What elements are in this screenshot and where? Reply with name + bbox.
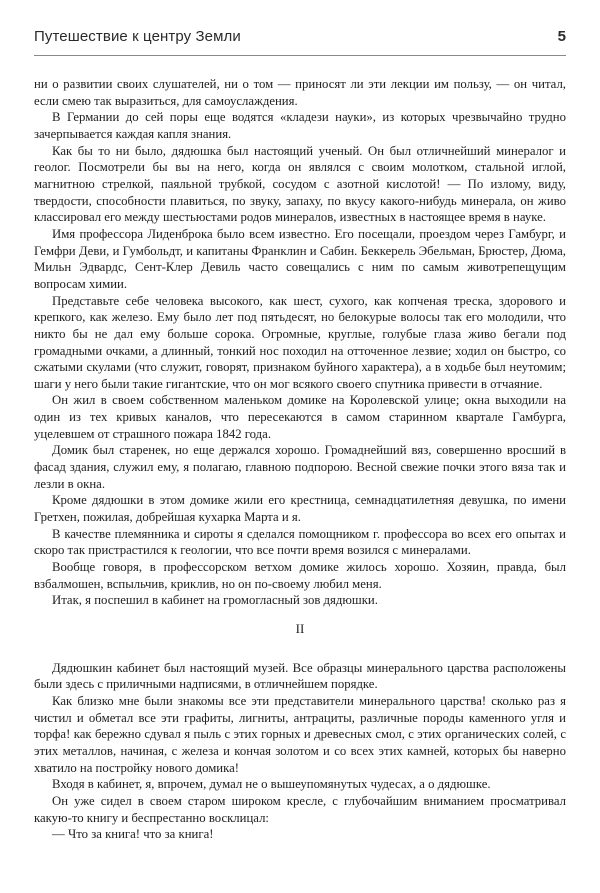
paragraph: Он уже сидел в своем старом широком кресле, с глубочайшим вниманием просматривал какую-то книгу и беспрестанно восклицал: [34, 793, 566, 825]
paragraph: Итак, я поспешил в кабинет на громогласный зов дядюшки. [52, 593, 378, 608]
running-header [34, 28, 566, 54]
paragraph: Как близко мне были знакомы все эти представители минерального царства! сколько раз я чистил и обметал все эти графиты, лигниты, антрациты, различные породы каменного угля и торфа! как бережно сдувал я пыль с этих горных и древесных смол, с этих органических солей, с этих металлов, начиная, с железа и кончая золотом и со всех этих камней, которых бы наверно хватило на постройку нового домика! [34, 693, 566, 775]
chapter-heading: II [295, 621, 305, 636]
header-divider [34, 55, 566, 56]
page-number: 5 [557, 28, 566, 45]
book-title: Путешествие к центру Земли [34, 28, 241, 45]
paragraph: ни о развитии своих слушателей, ни о том — приносят ли эти лекции им пользу, — он читал, если смею так выразиться, для самоуслаждения. [34, 77, 566, 108]
paragraph: — Что за книга! что за книга! [52, 827, 214, 842]
paragraph: Как бы то ни было, дядюшка был настоящий ученый. Он был отличнейший минералог и геолог. Посмотрели бы вы на него, когда он являлся с своим молотком, стальной иглой, магнитною стрелкой, паяльной трубкой, сосудом с азотной кислотой! — По излому, виду, твердости, способности плавиться, по звуку, запаху, по вкусу какого-нибудь минерала, он живо классировал его между шестьюстами родов минералов, известных в настоящее время в науке. [34, 143, 566, 225]
paragraph: В качестве племянника и сироты я сделался помощником г. профессора во всех его опытах и скоро так пристрастился к геологии, что все почти время возился с минералами. [34, 526, 566, 558]
paragraph: Имя профессора Лиденброка было всем известно. Его посещали, проездом через Гамбург, и Гемфри Деви, и Гумбольдт, и капитаны Франклин и Сабин. Беккерель Эбельман, Брюстер, Дюма, Мильн Эдвардс, Сент-Клер Девиль часто совещались с ним по самым животрепещущим вопросам химии. [34, 226, 566, 291]
paragraph: В Германии до сей поры еще водятся «кладези науки», из которых чрезвычайно трудно зачерпывается каждая капля знания. [34, 110, 566, 141]
paragraph: Кроме дядюшки в этом домике жили его крестница, семнадцатилетняя девушка, по имени Гретхен, пожилая, добрейшая кухарка Марта и я. [34, 493, 566, 525]
paragraph: Входя в кабинет, я, впрочем, думал не о вышеупомянутых чудесах, а о дядюшке. [52, 777, 491, 792]
paragraph: Домик был старенек, но еще держался хорошо. Громаднейший вяз, совершенно вросший в фасад здания, служил ему, я полагаю, главною подпорою. Весной свежие почки этого вяза так и лезли в окна. [34, 443, 566, 491]
paragraph: Представьте себе человека высокого, как шест, сухого, как копченая треска, здорового и крепкого, как железо. Ему было лет под пятьдесят, но белокурые волосы так его молодили, что никто бы не дал ему больше сорока. Огромные, круглые, голубые глаза живо бегали под громадными очками, а длинный, тонкий нос походил на отточенное лезвие; ходил он быстро, со сжатыми скулами (что служит, говорят, признаком буйного характера), а в ходьбе был неутомим; шаги у него были такие гигантские, что он мог всякого своего спутника привести в отчаяние. [34, 293, 566, 391]
paragraph: Дядюшкин кабинет был настоящий музей. Все образцы минерального царства расположены были здесь с приличными надписями, в отличнейшем порядке. [34, 660, 566, 692]
paragraph: Он жил в своем собственном маленьком домике на Королевской улице; окна выходили на один из тех кривых каналов, что пересекаются в самом старинном квартале Гамбурга, уцелевшем от страшного пожара 1842 года. [34, 393, 566, 441]
paragraph: Вообще говоря, в профессорском ветхом домике жилось хорошо. Хозяин, правда, был взбалмошен, вспыльчив, криклив, но он по-своему любил меня. [34, 560, 566, 591]
body-text [34, 76, 566, 843]
